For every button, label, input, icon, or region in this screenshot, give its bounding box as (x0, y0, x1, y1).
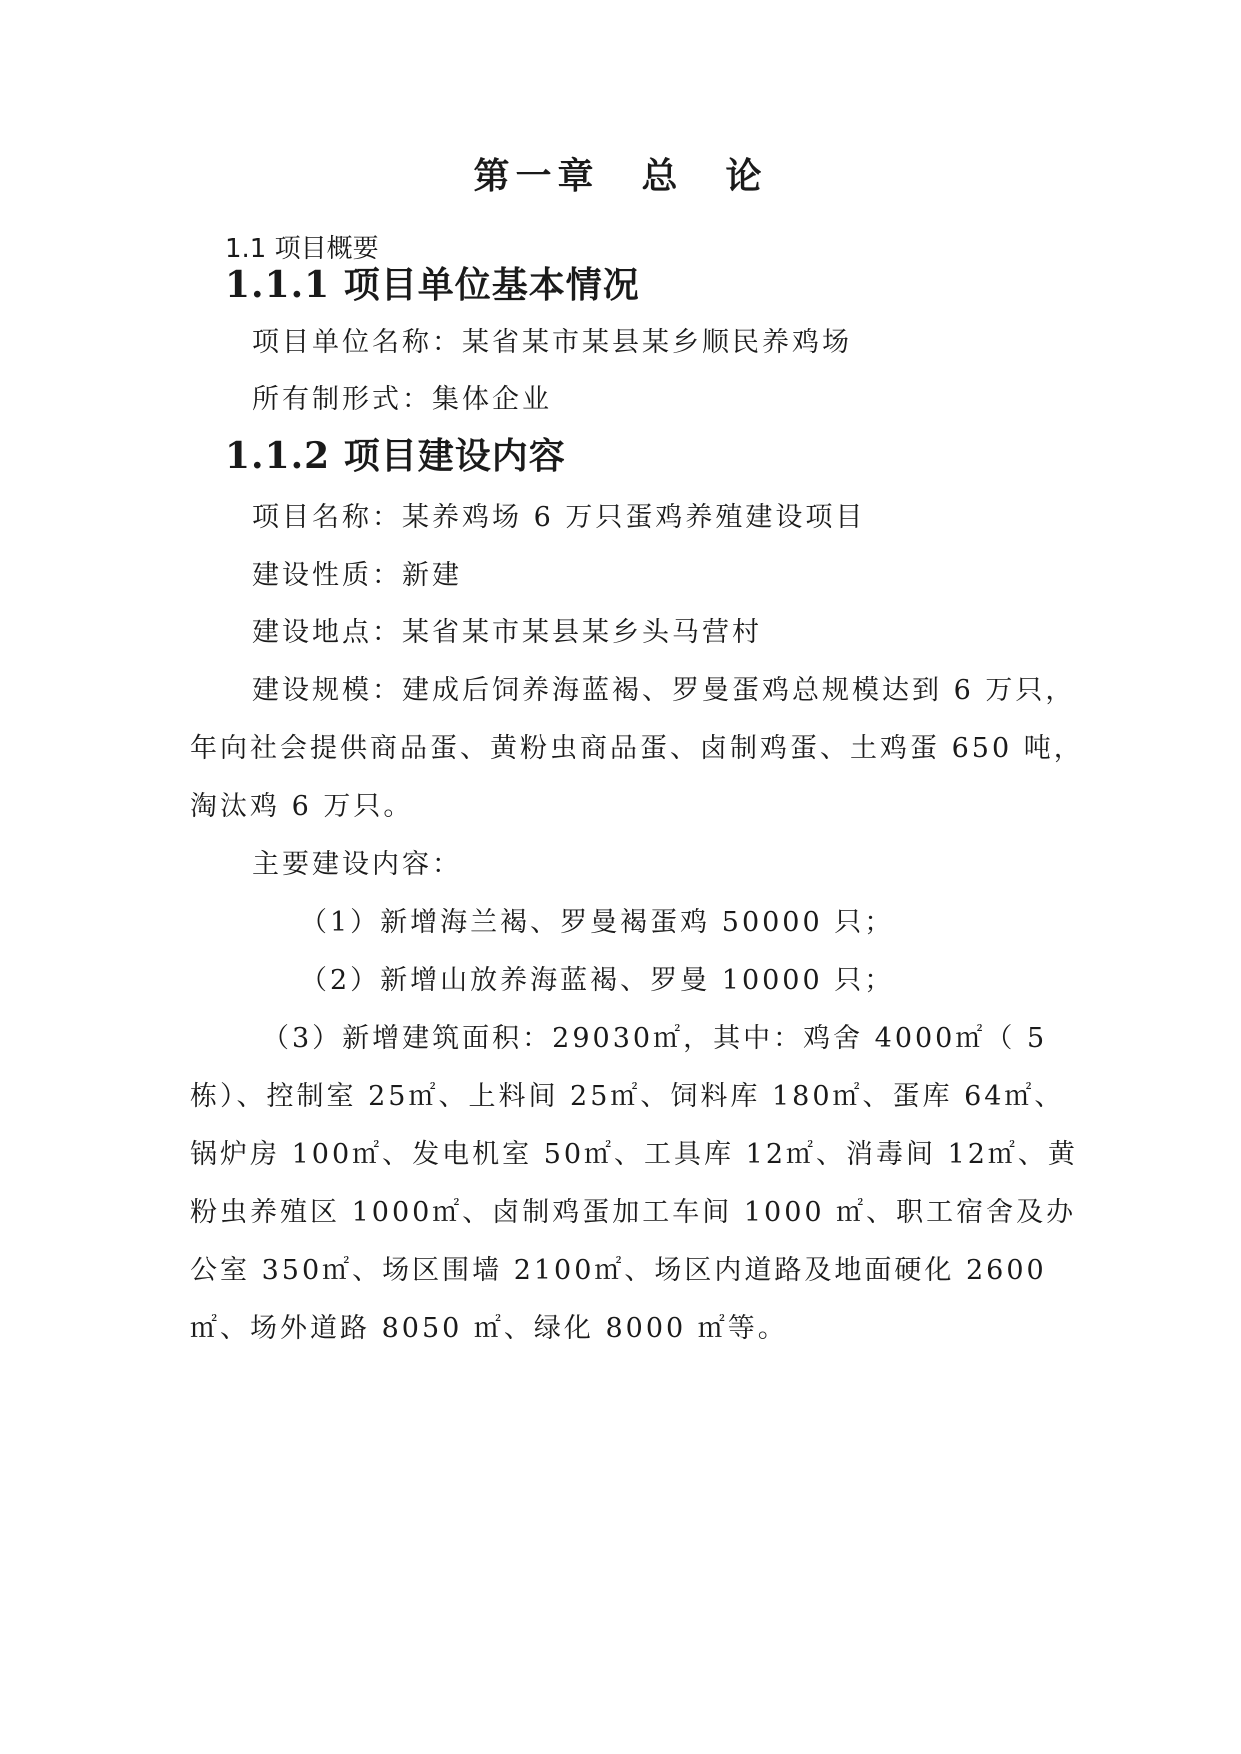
item-3-line-2: 栋）、控制室 25㎡、上料间 25㎡、饲料库 180㎡、蛋库 64㎡、 (190, 1081, 1065, 1112)
project-name-line: 项目名称：某养鸡场 6 万只蛋鸡养殖建设项目 (252, 502, 866, 533)
item-1: （1）新增海兰褐、罗曼褐蛋鸡 50000 只； (300, 907, 895, 938)
subsection-title-1-1-1: 1.1.1 项目单位基本情况 (225, 264, 640, 306)
scale-line-3: 淘汰鸡 6 万只。 (190, 791, 414, 822)
scale-line-1: 建设规模：建成后饲养海蓝褐、罗曼蛋鸡总规模达到 6 万只， (252, 675, 1076, 706)
item-3-line-1: （3）新增建筑面积：29030㎡，其中：鸡舍 4000㎡（ 5 (262, 1023, 1048, 1054)
subsection-title-1-1-2: 1.1.2 项目建设内容 (225, 435, 566, 477)
section-title: 1.1 项目概要 (225, 234, 379, 264)
scale-line-2: 年向社会提供商品蛋、黄粉虫商品蛋、卤制鸡蛋、土鸡蛋 650 吨， (190, 733, 1084, 764)
item-3-line-4: 粉虫养殖区 1000㎡、卤制鸡蛋加工车间 1000 ㎡、职工宿舍及办 (190, 1197, 1077, 1228)
main-content-label: 主要建设内容： (252, 849, 462, 880)
ownership-line: 所有制形式：集体企业 (252, 384, 552, 415)
location-line: 建设地点：某省某市某县某乡头马营村 (252, 617, 762, 648)
chapter-title: 第一章 总 论 (473, 156, 768, 197)
item-3-line-6: ㎡、场外道路 8050 ㎡、绿化 8000 ㎡等。 (190, 1313, 788, 1344)
nature-line: 建设性质：新建 (252, 560, 462, 591)
unit-name-line: 项目单位名称：某省某市某县某乡顺民养鸡场 (252, 327, 852, 358)
item-2: （2）新增山放养海蓝褐、罗曼 10000 只； (300, 965, 895, 996)
item-3-line-5: 公室 350㎡、场区围墙 2100㎡、场区内道路及地面硬化 2600 (190, 1255, 1047, 1286)
item-3-line-3: 锅炉房 100㎡、发电机室 50㎡、工具库 12㎡、消毒间 12㎡、黄 (190, 1139, 1078, 1170)
